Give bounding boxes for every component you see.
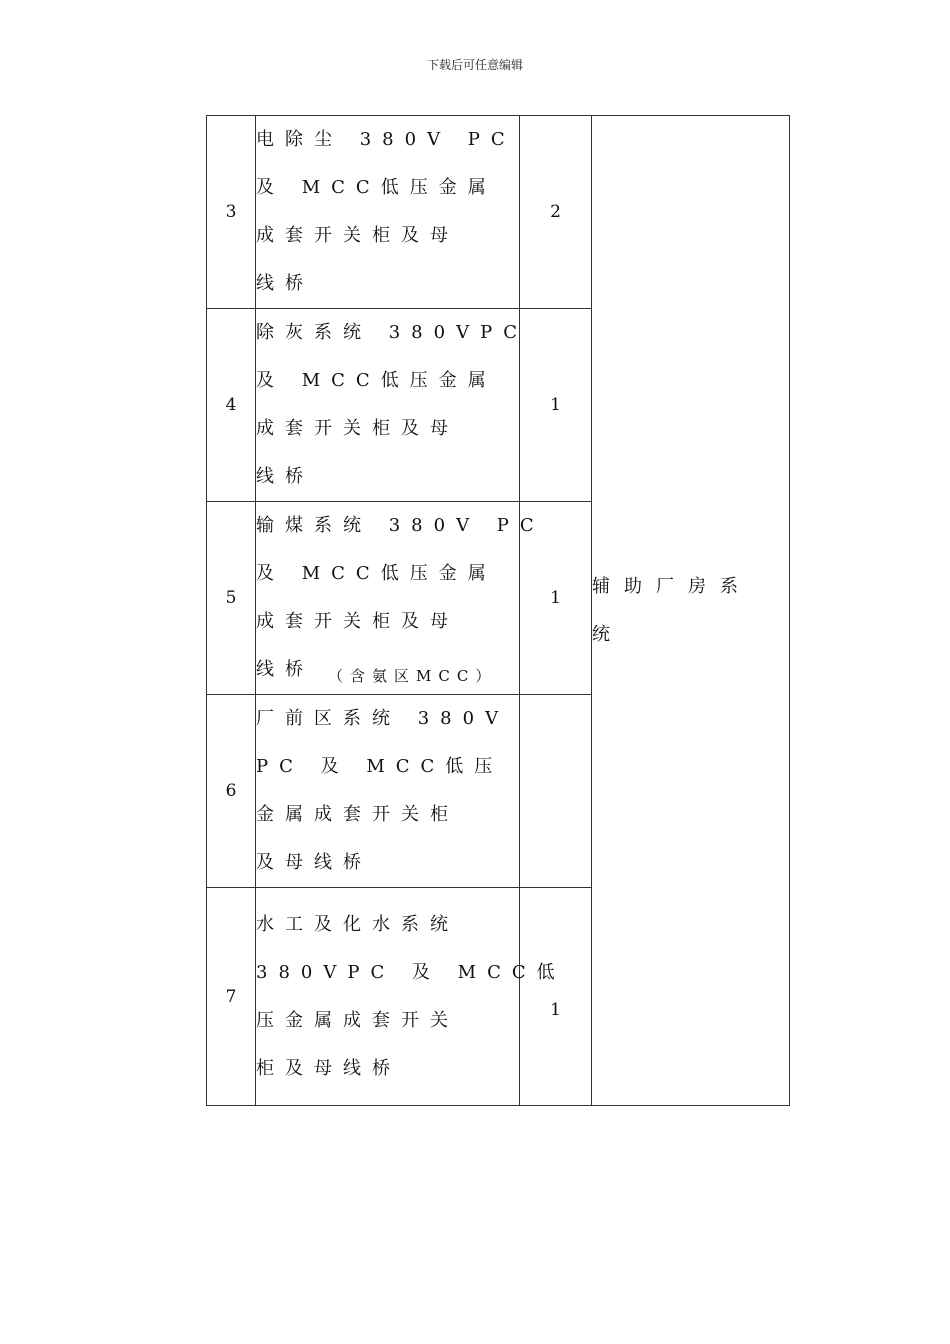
description-line: 压金属成套开关	[256, 1009, 459, 1031]
table-row	[207, 116, 790, 309]
row-quantity: 2	[520, 116, 592, 309]
row-description	[256, 116, 520, 309]
row-quantity: 1	[520, 888, 592, 1106]
description-line: 成套开关柜及母	[256, 225, 459, 246]
description-line: 输煤系统 380V PC	[256, 515, 545, 536]
row-number: 4	[207, 309, 256, 502]
description-line: 及 MCC低压金属	[256, 177, 497, 198]
category-line: 统	[592, 623, 624, 645]
description-line	[256, 646, 519, 694]
description-line: 柜及母线桥	[256, 1057, 401, 1079]
equipment-table	[206, 115, 790, 1106]
description-line: 电除尘 380V PC	[256, 129, 516, 150]
description-line: 成套开关柜及母	[256, 611, 459, 632]
description-line: 除灰系统 380VPC	[256, 322, 528, 343]
description-line: PC 及 MCC低压	[256, 756, 504, 777]
description-line: 及母线桥	[256, 852, 372, 873]
description-line: 成套开关柜及母	[256, 418, 459, 439]
row-number: 7	[207, 888, 256, 1106]
row-number: 3	[207, 116, 256, 309]
description-line: 水工及化水系统	[256, 913, 459, 935]
category-line: 辅助厂房系	[592, 575, 752, 597]
row-description	[256, 888, 566, 1106]
page-header: 下载后可任意编辑	[426, 58, 523, 72]
row-quantity	[520, 695, 592, 888]
description-line: 金属成套开关柜	[256, 804, 459, 825]
category-cell	[592, 116, 790, 1106]
description-line: 线桥	[256, 273, 314, 294]
row-quantity: 1	[520, 309, 592, 502]
description-line: 线桥	[256, 466, 314, 487]
description-line: 及 MCC低压金属	[256, 370, 497, 391]
description-line: 厂前区系统 380V	[256, 708, 510, 729]
description-line: 380VPC 及 MCC低	[256, 961, 566, 983]
row-number: 6	[207, 695, 256, 888]
description-text: 线桥	[256, 659, 314, 680]
description-line: 及 MCC低压金属	[256, 563, 497, 584]
row-number: 5	[207, 502, 256, 695]
row-description	[256, 695, 520, 888]
row-description	[256, 309, 528, 502]
row-quantity: 1	[520, 502, 592, 695]
description-note: （含氨区MCC）	[328, 667, 498, 685]
row-description	[256, 502, 545, 695]
